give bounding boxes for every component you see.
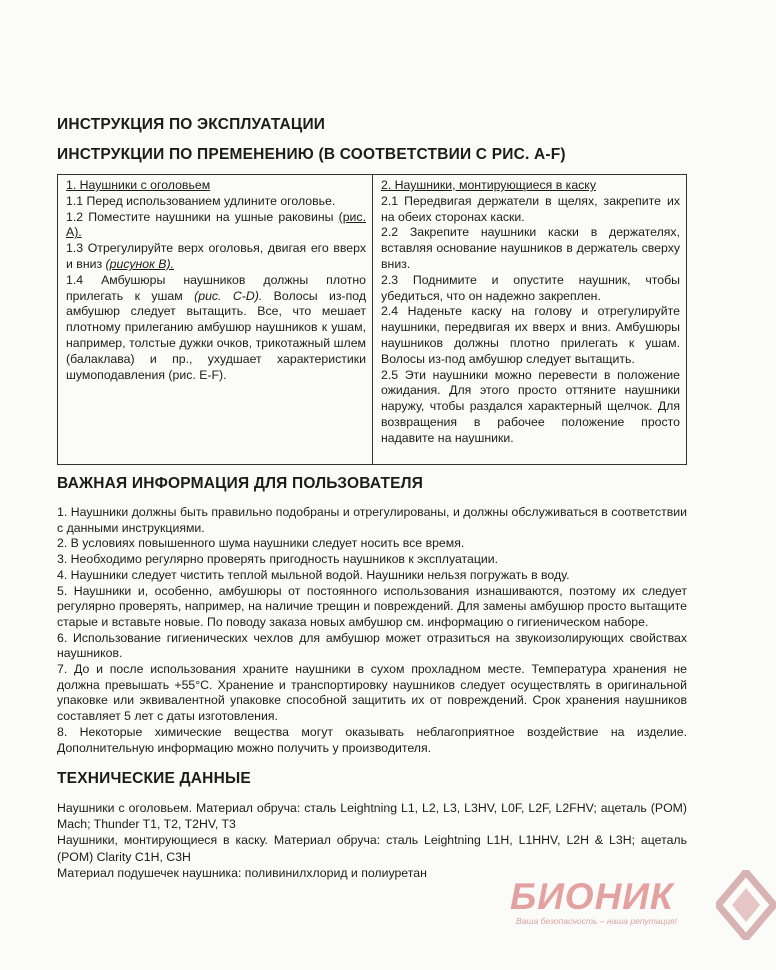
watermark-brand: БИОНИК [510, 876, 674, 917]
bionik-watermark-logo [506, 876, 716, 931]
helmet-step-1: 2.1 Передвигая держатели в щелях, закрепите их на обеих сторонах каски. [381, 193, 680, 224]
instructions-table [57, 174, 687, 465]
figure-ref-b: (рисунок В). [105, 256, 175, 271]
info-item: 2. В условиях повышенного шума наушники следует носить все время. [57, 536, 465, 551]
helmet-step-5: 2.5 Эти наушники можно перевести в положение ожидания. Для этого просто оттяните наушники наружу, чтобы раздался характерный щелчок. Для возвращения в рабочее положение просто надавите на наушники. [381, 367, 680, 445]
watermark-tagline: Ваша безопасность – наша репутация! [516, 916, 677, 926]
instructions-subtitle: ИНСТРУКЦИИ ПО ПРЕМЕНЕНИЮ (В СООТВЕТСТВИИ С РИС. А-F) [57, 146, 566, 163]
headband-step-4: 1.4 Амбушюры наушников должны плотно прилегать к ушам (рис. С-D). Волосы из-под амбушюр следует вытащить. Все, что мешает плотному прилеганию амбушюр наушников к ушам, например, толстые дужки очков, трикотажный шлем (балаклава) и пр., ухудшает характеристики шумоподавления (рис. Е-F). [66, 272, 367, 382]
helmet-step-4: 2.4 Наденьте каску на голову и отрегулируйте наушники, передвигая их вверх и вниз. Амбушюры наушников должны плотно прилегать к ушам. Волосы из-под амбушюр следует вытащить. [381, 304, 680, 366]
diamond-logo-icon [716, 870, 776, 940]
info-item: 8. Некоторые химические вещества могут оказывать неблагоприятное воздействие на изделие. Дополнительную информацию можно получить у производителя. [57, 724, 687, 755]
info-item: 7. До и после использования храните наушники в сухом прохладном месте. Температура хранения не должна превышать +55°С. Хранение и транспортировку наушников следует осуществлять в оригинальной упаковке или эквивалентной упаковке способной защитить их от повреждений. Срок хранения наушников составляет 5 лет с даты изготовления. [57, 662, 687, 724]
headband-step-1: 1.1 Перед использованием удлините оголовье. [66, 193, 336, 208]
info-item: 6. Использование гигиенических чехлов для амбушюр может отразиться на звукоизолирующих свойствах наушников. [57, 630, 687, 661]
user-info-list [57, 505, 687, 756]
info-item: 1. Наушники должны быть правильно подобраны и отрегулированы, и должны обслуживаться в соответствии с данными инструкциями. [57, 505, 687, 535]
headband-column-title: 1. Наушники с оголовьем [66, 178, 211, 192]
headband-step-2: 1.2 Поместите наушники на ушные раковины (рис. А). [66, 209, 366, 240]
info-item: 3. Необходимо регулярно проверять пригодность наушников к эксплуатации. [57, 552, 499, 567]
user-info-heading: ВАЖНАЯ ИНФОРМАЦИЯ ДЛЯ ПОЛЬЗОВАТЕЛЯ [57, 475, 424, 492]
helmet-step-2: 2.2 Закрепите наушники каски в держателях, вставляя основание наушников в держатель сверху вниз. [381, 225, 680, 271]
helmet-step-3: 2.3 Поднимите и опустите наушник, чтобы убедиться, что он надежно закреплен. [381, 272, 680, 303]
document-title: ИНСТРУКЦИЯ ПО ЭКСПЛУАТАЦИИ [57, 116, 326, 133]
headband-column [58, 175, 373, 465]
tech-line: Наушники с оголовьем. Материал обруча: сталь Leightning L1, L2, L3, L3HV, L0F, L2F, L2FHV; ацеталь (POM) Mach; Thunder T1, T2, T2HV, T3 [57, 801, 687, 832]
info-item: 5. Наушники и, особенно, амбушюры от постоянного использования изнашиваются, поэтому их следует регулярно проверять, например, на наличие трещин и повреждений. Для замены амбушюр просто вытащите старые и вставьте новые. По поводу заказа новых амбушюр см. информацию о гигиеническом наборе. [57, 583, 687, 629]
helmet-column [373, 175, 687, 465]
figure-ref-a: (рис. А). [66, 209, 366, 240]
figure-ref-cd: (рис. С-D). [194, 288, 263, 303]
headband-step-3: 1.3 Отрегулируйте верх оголовья, двигая его вверх и вниз (рисунок В). [66, 241, 366, 271]
helmet-column-title: 2. Наушники, монтирующиеся в каску [381, 178, 596, 192]
info-item: 4. Наушники следует чистить теплой мыльной водой. Наушники нельзя погружать в воду. [57, 567, 570, 582]
tech-data-heading: ТЕХНИЧЕСКИЕ ДАННЫЕ [57, 770, 251, 787]
tech-data-list [57, 800, 687, 881]
tech-line: Материал подушечек наушника: поливинилхлорид и полиуретан [57, 865, 427, 880]
tech-line: Наушники, монтирующиеся в каску. Материал обруча: сталь Leightning L1H, L1HHV, L2H & L3H; ацеталь (POM) Clarity C1H, C3H [57, 833, 687, 864]
